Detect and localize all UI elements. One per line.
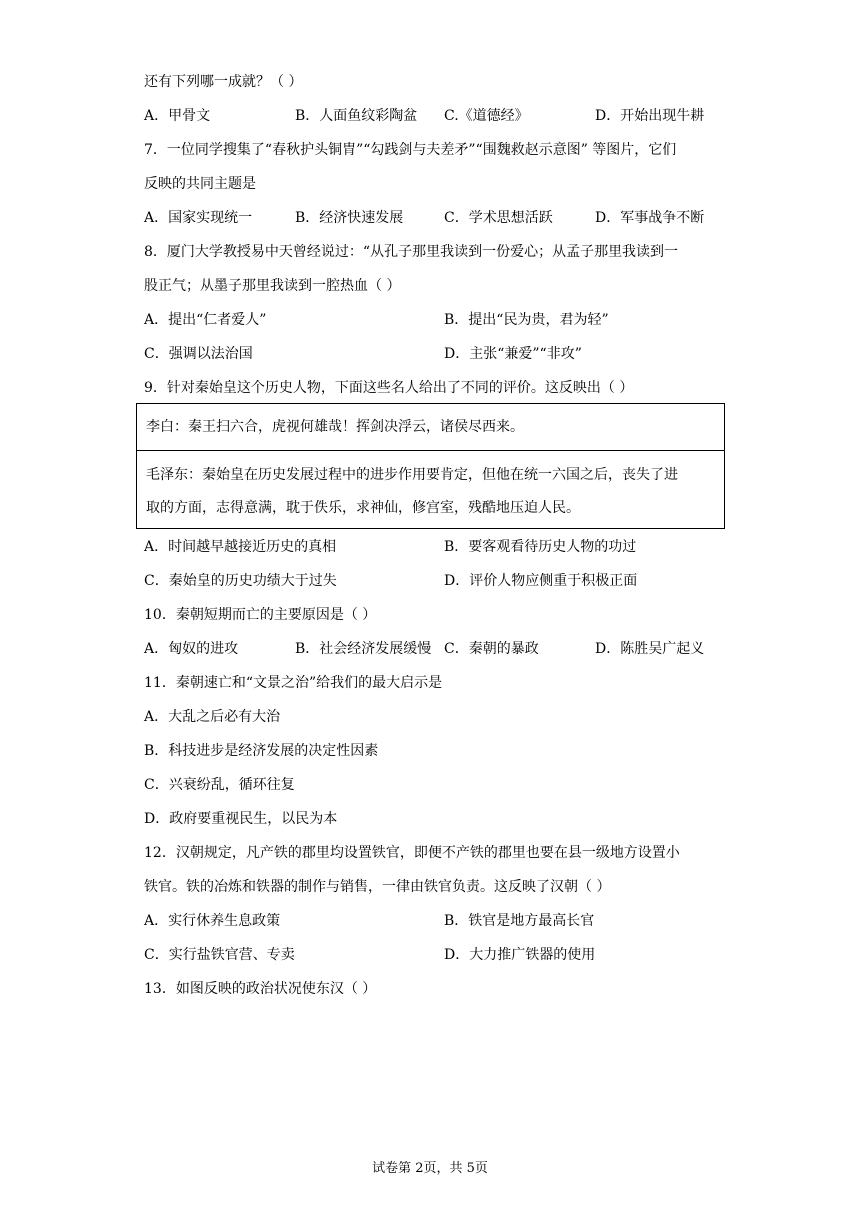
q12-option-c: C．实行盐铁官营、专卖 <box>144 947 295 963</box>
q9-option-c: C．秦始皇的历史功绩大于过失 <box>144 573 337 589</box>
q7-option-b: B．经济快速发展 <box>295 210 404 226</box>
q7-option-c: C．学术思想活跃 <box>444 210 553 226</box>
q12-stem-line1: 12．汉朝规定，凡产铁的郡里均设置铁官，即便不产铁的郡里也要在县一级地方设置小 <box>144 845 680 861</box>
q7-stem-line2: 反映的共同主题是 <box>144 176 256 192</box>
q11-option-b: B．科技进步是经济发展的决定性因素 <box>144 743 379 759</box>
q9-quote-libai: 李白：秦王扫六合，虎视何雄哉！挥剑决浮云，诸侯尽西来。 <box>146 419 524 435</box>
q6-option-c: C.《道德经》 <box>444 108 529 124</box>
q8-option-d: D．主张“兼爱”“非攻” <box>444 346 582 362</box>
q10-option-d: D．陈胜吴广起义 <box>595 641 705 657</box>
q9-quote-table <box>136 403 725 529</box>
q6-option-b: B．人面鱼纹彩陶盆 <box>295 108 418 124</box>
q9-quote-divider <box>137 450 724 451</box>
q13-stem: 13．如图反映的政治状况使东汉（ ） <box>144 981 377 997</box>
q8-stem-line2: 股正气；从墨子那里我读到一腔热血（ ） <box>144 278 401 294</box>
q8-option-a: A．提出“仁者爱人” <box>144 312 267 328</box>
q6-option-d: D．开始出现牛耕 <box>595 108 705 124</box>
q9-option-d: D．评价人物应侧重于积极正面 <box>444 573 638 589</box>
q9-option-a: A．时间越早越接近历史的真相 <box>144 539 337 555</box>
q12-option-b: B．铁官是地方最高长官 <box>444 913 595 929</box>
q9-quote-maozedong-line2: 取的方面，志得意满，耽于佚乐，求神仙，修宫室，残酷地压迫人民。 <box>146 500 580 516</box>
q12-stem-line2: 铁官。铁的冶炼和铁器的制作与销售，一律由铁官负责。这反映了汉朝（ ） <box>144 879 611 895</box>
q11-option-c: C．兴衰纷乱，循环往复 <box>144 777 295 793</box>
q8-stem-line1: 8．厦门大学教授易中天曾经说过：“从孔子那里我读到一份爱心；从孟子那里我读到一 <box>144 244 679 260</box>
q7-option-d: D．军事战争不断 <box>595 210 705 226</box>
q10-option-a: A．匈奴的进攻 <box>144 641 239 657</box>
q8-option-b: B．提出“民为贵，君为轻” <box>444 312 609 328</box>
page-footer: 试卷第 2页，共 5页 <box>372 1161 488 1176</box>
q10-option-b: B．社会经济发展缓慢 <box>295 641 432 657</box>
q11-stem: 11．秦朝速亡和“文景之治”给我们的最大启示是 <box>144 675 443 691</box>
q10-stem: 10．秦朝短期而亡的主要原因是（ ） <box>144 607 377 623</box>
q12-option-d: D．大力推广铁器的使用 <box>444 947 596 963</box>
q9-stem: 9．针对秦始皇这个历史人物，下面这些名人给出了不同的评价。这反映出（ ） <box>144 380 634 396</box>
q12-option-a: A．实行休养生息政策 <box>144 913 281 929</box>
q7-stem-line1: 7．一位同学搜集了“春秋护头铜胄”“勾践剑与夫差矛”“围魏救赵示意图” 等图片，它们 <box>144 142 677 158</box>
q6-option-a: A．甲骨文 <box>144 108 211 124</box>
q7-option-a: A．国家实现统一 <box>144 210 253 226</box>
q11-option-a: A．大乱之后必有大治 <box>144 709 281 725</box>
q11-option-d: D．政府要重视民生，以民为本 <box>144 811 338 827</box>
q8-option-c: C．强调以法治国 <box>144 346 253 362</box>
q6-stem-continuation: 还有下列哪一成就？（ ） <box>144 74 303 90</box>
q9-quote-maozedong-line1: 毛泽东：秦始皇在历史发展过程中的进步作用要肯定，但他在统一六国之后，丧失了进 <box>146 467 678 483</box>
q9-option-b: B．要客观看待历史人物的功过 <box>444 539 637 555</box>
q10-option-c: C．秦朝的暴政 <box>444 641 539 657</box>
